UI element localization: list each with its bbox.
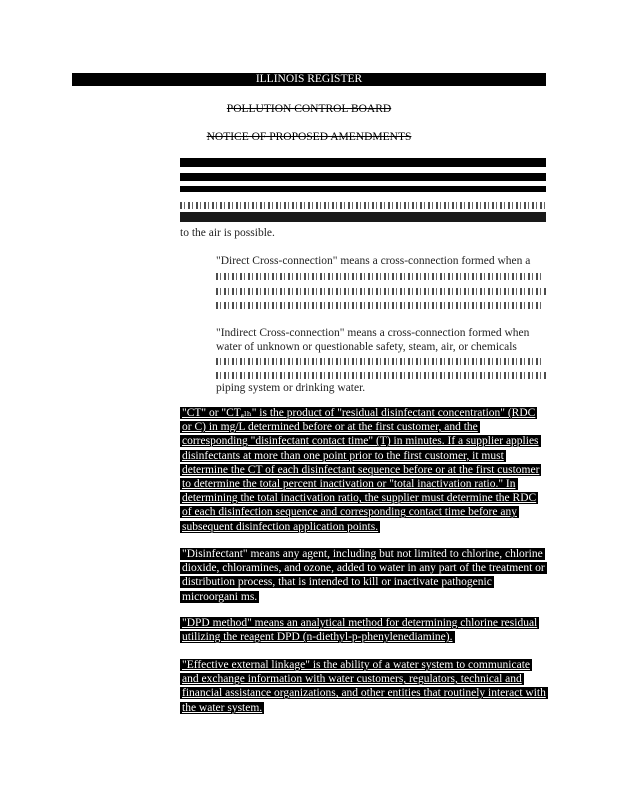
noise-line (216, 273, 544, 280)
disinfectant-definition: "Disinfectant" means any agent, including but not limited to chlorine, chlorine dioxide, chloramines, and ozone, added to water in any part of the treatment or distribution process, that is intended to kill or inactivate pathogenic microorgani ms. (182, 548, 545, 603)
redaction-bar (180, 158, 546, 167)
notice-title: NOTICE OF PROPOSED AMENDMENTS (206, 131, 412, 143)
noise-line (216, 302, 542, 309)
noise-line (216, 358, 544, 365)
register-title: ILLINOIS REGISTER (255, 73, 363, 85)
redaction-bar (180, 173, 546, 181)
noise-line (216, 372, 546, 379)
dpd-method-definition: "DPD method" means an analytical method for determining chlorine residual utilizing the reagent DPD (n-diethyl-p-phenylenediamine). (182, 617, 538, 644)
effective-external-linkage-definition: "Effective external linkage" is the ability of a water system to communicate and exchange information with water customers, regulators, technical and financial assistance organizations, and other entities that routinely interact with the water system. (182, 659, 546, 714)
indirect-line-2: water of unknown or questionable safety, steam, air, or chemicals (216, 341, 517, 353)
redaction-bar (180, 186, 546, 192)
ct-definition: "CT" or "CTₐₗₕ" is the product of "residual disinfectant concentration" (RDC or C) in mg/L determined before or at the first customer, and the corresponding "disinfectant contact time" (T) in minutes. If a supplier applies disinfectants at more than one point prior to the first customer, it must determine the CT of each disinfectant sequence before or at the first customer to determine the total percent inactivation or "total inactivation ratio." In determining the total inactivation ratio, the supplier must determine the RDC of each disinfection sequence and corresponding contact time before any subsequent disinfection application points. (182, 407, 540, 533)
redaction-bar (180, 212, 546, 222)
noise-line (180, 202, 546, 209)
indirect-cross-connection-label: "Indirect Cross-connection" means a cross-connection formed when (216, 327, 530, 339)
tail-line: to the air is possible. (180, 227, 275, 239)
direct-cross-connection-label: "Direct Cross-connection" means a cross-connection formed when a (216, 255, 531, 267)
indirect-tail: piping system or drinking water. (216, 382, 366, 394)
board-title: POLLUTION CONTROL BOARD (226, 103, 392, 115)
noise-line (216, 288, 546, 295)
